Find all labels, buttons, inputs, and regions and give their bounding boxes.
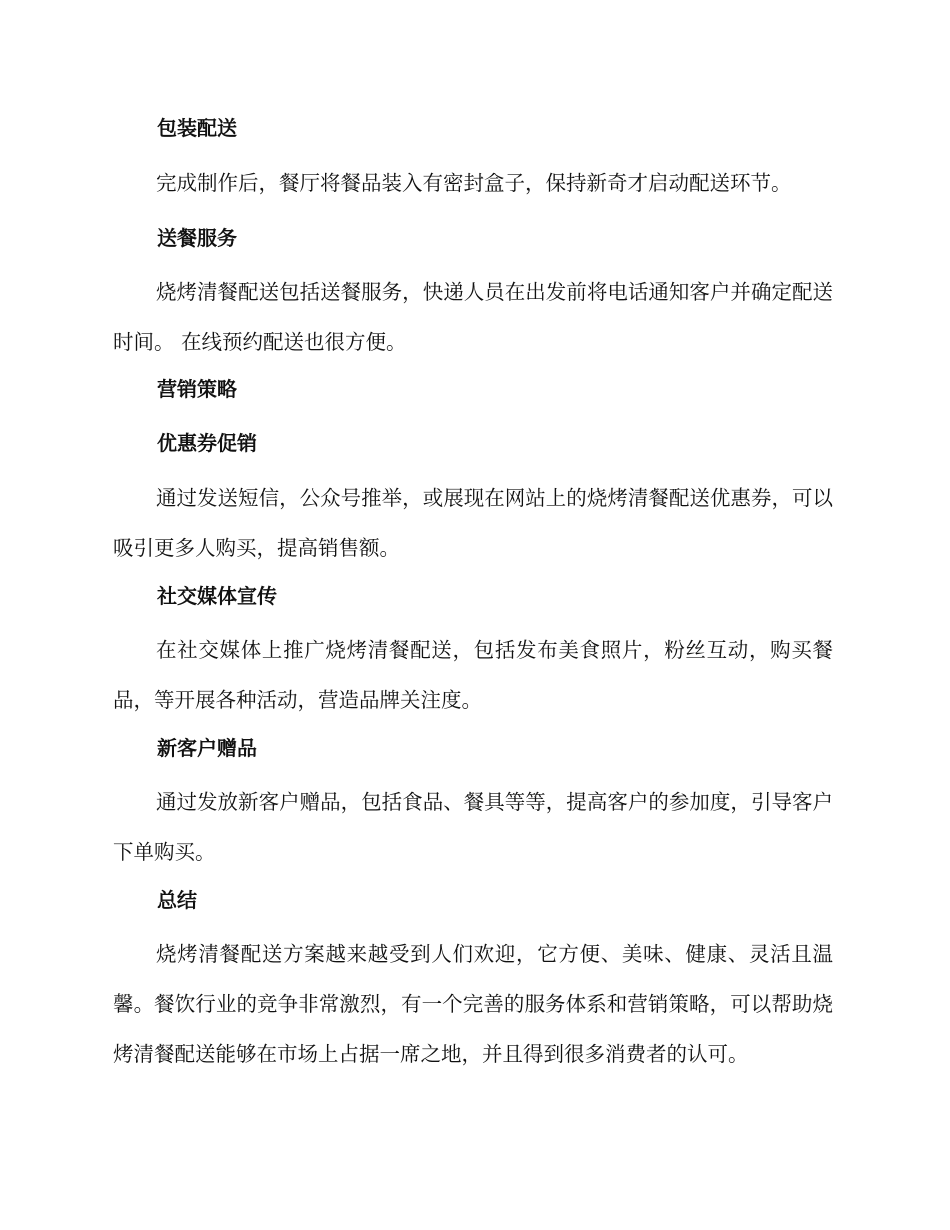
section-heading-summary: 总结 — [157, 888, 197, 912]
section-heading-coupon: 优惠券促销 — [157, 431, 257, 455]
paragraph-packaging: 完成制作后，餐厅将餐品装入有密封盒子，保持新奇才启动配送环节。 — [156, 171, 792, 195]
section-heading-delivery-service: 送餐服务 — [157, 226, 237, 250]
paragraph-social-media: 在社交媒体上推广烧烤清餐配送，包括发布美食照片，粉丝互动，购买餐品，等开展各种活动，营造品牌关注度。 — [113, 638, 833, 712]
section-heading-marketing: 营销策略 — [157, 377, 237, 401]
section-heading-new-customer-gift: 新客户赠品 — [157, 736, 257, 760]
paragraph-summary: 烧烤清餐配送方案越来越受到人们欢迎，它方便、美味、健康、灵活且温馨。餐饮行业的竞争非常激烈，有一个完善的服务体系和营销策略，可以帮助烧烤清餐配送能够在市场上占据一席之地，并且得到很多消费者的认可。 — [113, 942, 833, 1066]
section-heading-packaging: 包装配送 — [157, 116, 237, 140]
paragraph-coupon: 通过发送短信，公众号推举，或展现在网站上的烧烤清餐配送优惠券，可以吸引更多人购买，提高销售额。 — [113, 486, 833, 560]
paragraph-new-customer-gift: 通过发放新客户赠品，包括食品、餐具等等，提高客户的参加度，引导客户下单购买。 — [113, 790, 833, 864]
paragraph-delivery-service: 烧烤清餐配送包括送餐服务，快递人员在出发前将电话通知客户并确定配送时间。 在线预约配送也很方便。 — [113, 280, 833, 354]
section-heading-social-media: 社交媒体宣传 — [157, 584, 277, 608]
